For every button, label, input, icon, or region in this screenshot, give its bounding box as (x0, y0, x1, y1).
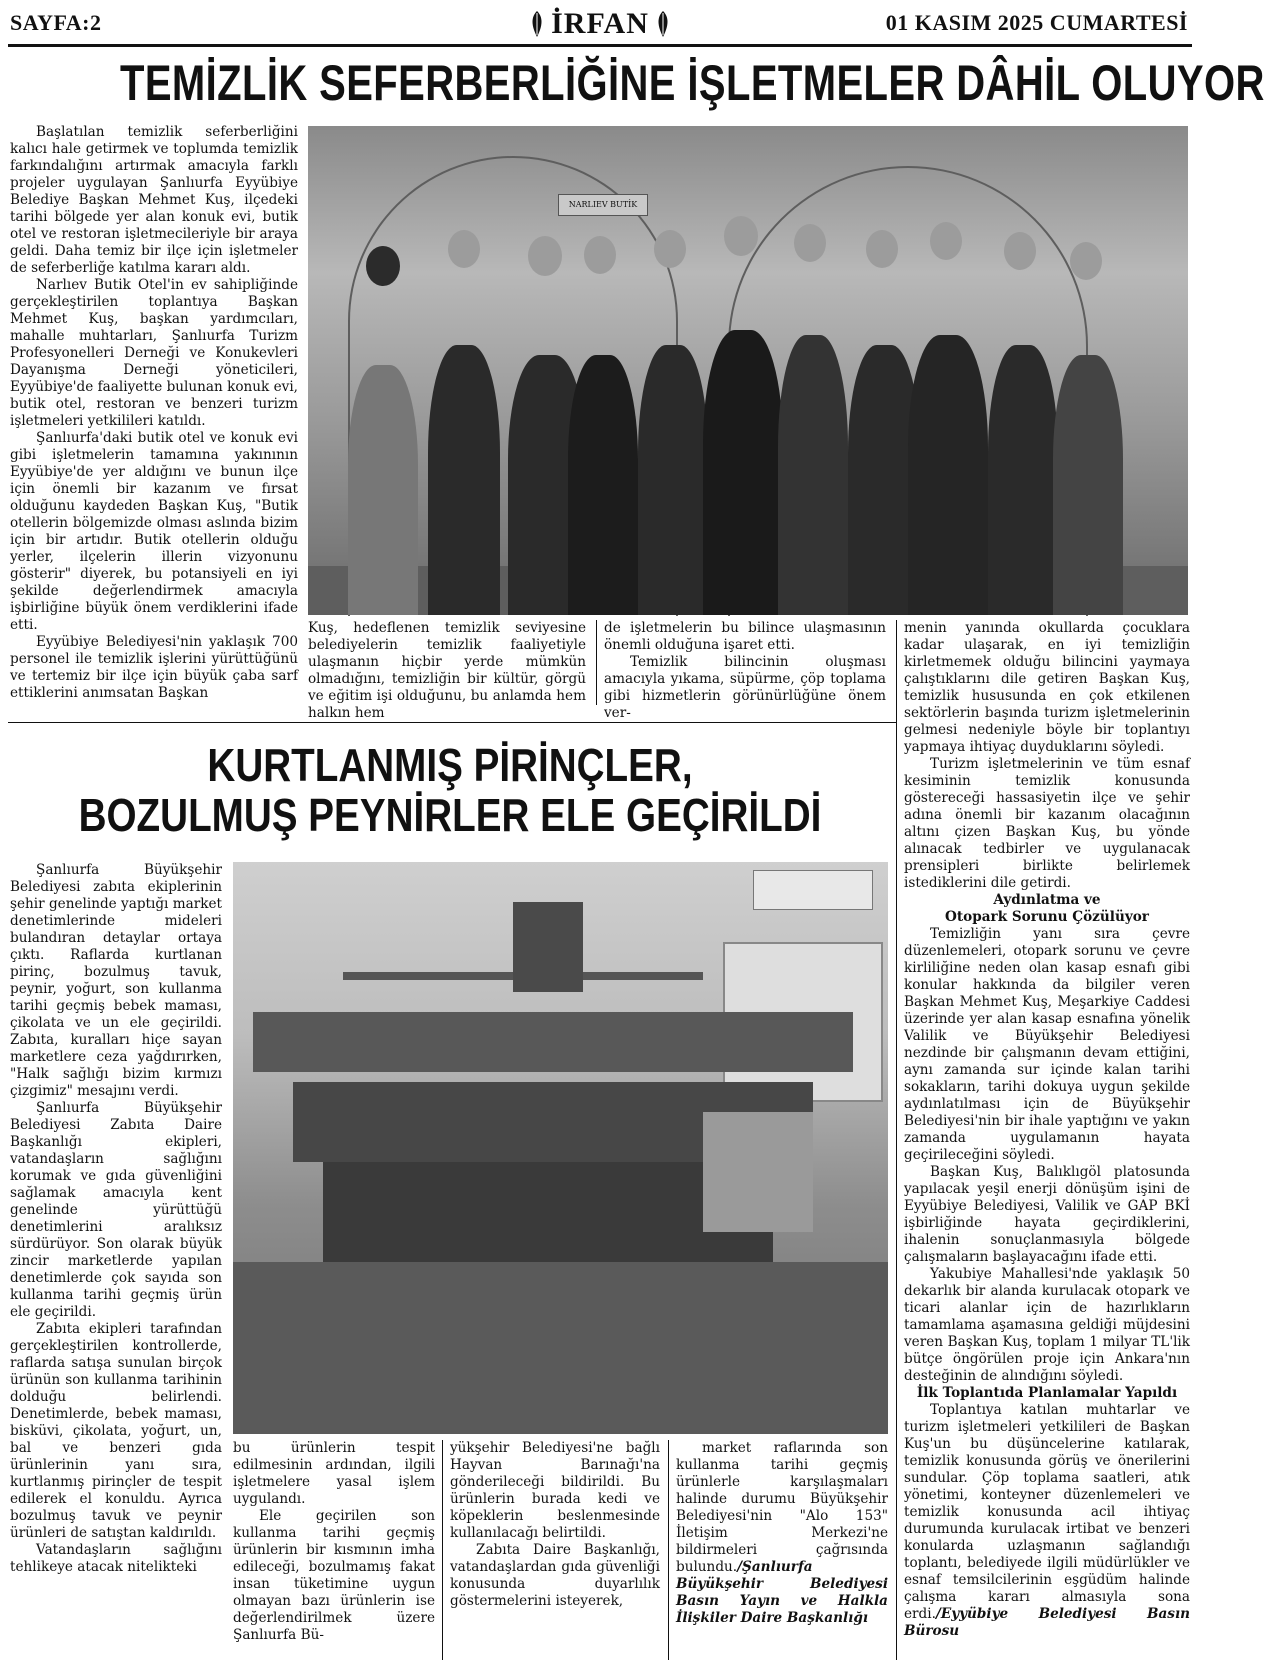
paragraph: de işletmelerin bu bilince ulaşmasının önemli olduğuna işaret etti. (604, 620, 886, 653)
paragraph: Şanlıurfa Büyükşehir Belediyesi Zabıta Daire Başkanlığı ekipleri, vatandaşların sağlığını korumak ve gıda güvenliğini sağlamak amacıyla kent genelinde yürüttüğü denetimlerini aralıksız sürdürüyor. Son olarak büyük zincir marketlerde yapılan denetimlerde çok sayıda son kullanma tarihi geçmiş ürün ele geçirildi. (10, 1100, 222, 1320)
paragraph: Vatandaşların sağlığını tehlikeye atacak nitelikteki (10, 1542, 222, 1575)
article2-headline (72, 740, 828, 840)
cabinet (703, 1112, 813, 1232)
logo-text: İRFAN (551, 7, 649, 40)
paragraph: Kuş, hedeflenen temizlik seviyesine belediyelerin temizlik faaliyetiyle ulaşmanın hiçbir yerde mümkün olmadığını, temizliğin bir kültür, görgü ve eğitim işi olduğunu, bu anlamda hem halkın hem (308, 620, 586, 721)
column-divider (442, 1440, 443, 1660)
paragraph: Yakubiye Mahallesi'nde yaklaşık 50 dekarlık bir alanda kurulacak otopark ve ticari alanlar için de hazırlıkların tamamlama aşamasına geldiği müjdesini veren Başkan Kuş, toplam 1 milyar TL'lik bütçe öngörülen proje için Ankara'nın desteğinin de alındığını söyledi. (904, 1266, 1190, 1384)
masthead-logo (480, 4, 720, 44)
paragraph: Temizlik bilincinin oluşması amacıyla yıkama, süpürme, çöp toplama gibi hizmetlerin görünürlüğüne önem ver- (604, 654, 886, 721)
article1-headline: TEMİZLİK SEFERBERLİĞİNE İŞLETMELER DÂHİL OLUYOR (120, 55, 1265, 111)
article1-column-2 (308, 620, 586, 721)
headline-line: BOZULMUŞ PEYNİRLER ELE GEÇİRİLDİ (78, 789, 822, 841)
article1-column-1 (10, 124, 298, 712)
person-head (866, 230, 898, 268)
paragraph: Zabıta Daire Başkanlığı, vatandaşlardan gıda güvenliği konusunda duyarlılık göstermelerini isteyerek, (450, 1542, 660, 1609)
paragraph: Toplantıya katılan muhtarlar ve turizm işletmeleri yetkilileri de Başkan Kuş'un bu düşüncelerine katılarak, temizlik konusunda görüş ve önerilerini sundular. Çöp toplama saatleri, atık yönetimi, konteyner düzenlemeleri ve temizlik konusunda acil ihtiyaç durumunda kurulacak irtibat ve benzeri konularda uzlaşmanın sağlandığı toplantı, belediyede ilgili müdürlükler ve esnaf temsilcilerinin eşgüdüm halinde çalışma kararı almasıyla sona erdi./Eyyübiye Belediyesi Basın Bürosu (904, 1402, 1190, 1639)
paragraph: Temizliğin yanı sıra çevre düzenlemeleri, otopark sorunu ve çevre kirliliğine neden olan kasap esnafı gibi konular hakkında da bilgiler veren Başkan Mehmet Kuş, Meşarkiye Caddesi üzerinde yer alan kasap esnafına yönelik Valilik ve Büyükşehir Belediyesi nezdinde bir çalışmanın devam ettiğini, aynı zamanda sur içinde kalan tarihi sokakların, tarihi dokuya uygun şekilde aydınlatılması için de Büyükşehir Belediyesi'nin bir ihale yaptığını ve yakın zamanda uygulamanın hayata geçirileceğini söyledi. (904, 926, 1190, 1163)
header-rule (8, 44, 1192, 47)
person-head (366, 246, 400, 286)
paragraph: Ele geçirilen son kullanma tarihi geçmiş ürünlerin bir kısmının imha edileceği, bozulmamış fakat insan tüketimine uygun olmayan bazı ürünlerin ise değerlendirilmek üzere Şanlıurfa Bü- (233, 1508, 435, 1643)
signature: /Şanlıurfa Büyükşehir Belediyesi Basın Yayın ve Halkla İlişkiler Daire Başkanlığı (676, 1559, 888, 1626)
product-row (253, 1012, 853, 1072)
person (568, 355, 638, 615)
paragraph: yükşehir Belediyesi'ne bağlı Hayvan Barınağı'na gönderileceği bildirildi. Bu ürünlerin burada kedi ve köpeklerin beslenmesinde kullanılacağı belirtildi. (450, 1440, 660, 1541)
person (348, 365, 418, 615)
photo-sign: NARLIEV BUTİK (558, 194, 648, 216)
article2-column-2 (233, 1440, 435, 1660)
article2-column-3 (450, 1440, 660, 1660)
air-conditioner (753, 870, 873, 910)
column-divider (596, 620, 597, 705)
person-head (794, 224, 826, 262)
person-head (930, 222, 962, 260)
person-head (1004, 232, 1036, 270)
person (908, 335, 988, 615)
subheading: Otopark Sorunu Çözülüyor (945, 909, 1149, 925)
ornament-icon (655, 11, 671, 37)
person (703, 330, 783, 615)
person-head (1070, 242, 1102, 280)
person-head (724, 216, 758, 256)
paragraph: Zabıta ekipleri tarafından gerçekleştirilen kontrollerde, raflarda satışa sunulan birçok ürünün son kullanma tarihinin dolduğu belirlendi. Denetimlerde, bebek maması, bisküvi, çikolata, yoğurt, un, bal ve benzeri gıda ürünlerinin yanı sıra, kurtlanmış pirinçler de tespit edilerek el konuldu. Ayrıca bozulmuş tavuk ve peynir ürünleri de satıştan kaldırıldı. (10, 1321, 222, 1541)
person (638, 345, 708, 615)
person-head (584, 236, 616, 274)
page-number: SAYFA:2 (10, 10, 102, 35)
article1-column-3 (604, 620, 886, 721)
person-head (654, 230, 686, 268)
paragraph: menin yanında okullarda çocuklara kadar ulaşarak, en iyi temizliğin kirletmemek olduğu bilincini yaymaya çalıştıklarını dile getiren Başkan Kuş, temizlik hususunda en çok etkilenen sektörlerin başında turizm işletmelerinin gelmesi nedeniyle böyle bir toplantıyı yapmaya ihtiyaç duyduklarını söyledi. (904, 620, 1190, 755)
person-head (528, 236, 562, 276)
headline-line: KURTLANMIŞ PİRİNÇLER, (207, 739, 693, 791)
person (428, 345, 500, 615)
subheading: İlk Toplantıda Planlamalar Yapıldı (916, 1385, 1178, 1401)
article2-column-1 (10, 862, 222, 1660)
product-stack (513, 902, 583, 992)
paragraph: Şanlıurfa Büyükşehir Belediyesi zabıta ekiplerinin şehir genelinde yaptığı market denetimlerinde mideleri bulandıran detaylar ortaya çıktı. Raflarda kurtlanan pirinç, bozulmuş tavuk, peynir, yoğurt, son kullanma tarihi geçmiş bebek maması, çikolata ve un ele geçirildi. Zabıta, kuralları hiçe sayan marketlere ceza yağdırırken, "Halk sağlığı bizim kırmızı çizgimiz" mesajını verdi. (10, 862, 222, 1099)
article2-column-4 (676, 1440, 888, 1660)
paragraph: bu ürünlerin tespit edilmesinin ardından, ilgili işletmelere yasal işlem uygulandı. (233, 1440, 435, 1507)
ornament-icon (529, 11, 545, 37)
person (1053, 355, 1123, 615)
column-divider (896, 620, 897, 1660)
column-divider (668, 1440, 669, 1660)
article1-group-photo (308, 126, 1188, 615)
paragraph: Başkan Kuş, Balıklıgöl platosunda yapılacak yeşil enerji dönüşüm işini de Eyyübiye Belediyesi, Valilik ve GAP BKİ işbirliğinde hayata geçirdiklerini, ihalenin sonuçlanmasıyla bölgede çalışmaların başlayacağını ifade etti. (904, 1164, 1190, 1265)
paragraph: Şanlıurfa'daki butik otel ve konuk evi gibi işletmelerin tamamına yakınının Eyyübiye'de yer aldığını ve bunun ilçe için önemli bir kazanım ve fırsat olduğunu kaydeden Başkan Kuş, "Butik otellerin bölgemizde olması aslında bizim için bir artıdır. Butik otellerin olduğu yerler, ilçelerin illerin vizyonunu gösterir" diyerek, bu potansiyeli en iyi şekilde değerlendirmek amacıyla işbirliğine büyük önem verdiklerini ifade etti. (10, 430, 298, 633)
signature: /Eyyübiye Belediyesi Basın Bürosu (904, 1606, 1190, 1639)
article2-confiscated-goods-photo (233, 862, 888, 1434)
paragraph: Narlıev Butik Otel'in ev sahipliğinde gerçekleştirilen toplantıya Başkan Mehmet Kuş, başkan yardımcıları, mahalle muhtarları, Şanlıurfa Turizm Profesyonelleri Derneği ve Konukevleri Dayanışma Derneği yöneticileri, Eyyübiye'de faaliyette bulunan konuk evi, butik otel, restoran ve benzeri turizm işletmeleri yetkilileri katıldı. (10, 277, 298, 429)
person (778, 335, 848, 615)
issue-date: 01 KASIM 2025 CUMARTESİ (885, 10, 1188, 35)
subheading: Aydınlatma ve (993, 892, 1101, 908)
article1-column-4 (904, 620, 1190, 1660)
paragraph: Turizm işletmelerinin ve tüm esnaf kesiminin temizlik konusunda göstereceği hassasiyetin ilçe ve şehir adına önemli bir kazanım olacağının altını çizen Başkan Kuş, bu yönde alınacak tedbirler ve uygulanacak prensipleri birlikte belirlemek istediklerini dile getirdi. (904, 756, 1190, 891)
article-divider (8, 722, 896, 723)
floor-goods (233, 1262, 888, 1434)
paragraph: market raflarında son kullanma tarihi geçmiş ürünlerle karşılaşmaları halinde durumu Büyükşehir Belediyesi'nin "Alo 153" İletişim Merkezi'ne bildirmeleri çağrısında bulundu./Şanlıurfa Büyükşehir Belediyesi Basın Yayın ve Halkla İlişkiler Daire Başkanlığı (676, 1440, 888, 1626)
paragraph: Eyyübiye Belediyesi'nin yaklaşık 700 personel ile temizlik işlerini yürüttüğünü ve tertemiz bir ilçe için büyük çaba sarf ettiklerini anımsatan Başkan (10, 634, 298, 701)
paragraph: Başlatılan temizlik seferberliğini kalıcı hale getirmek ve toplumda temizlik farkındalığını artırmak amacıyla farklı projeler uygulayan Şanlıurfa Eyyübiye Belediye Başkan Mehmet Kuş, ilçedeki tarihi bölgede yer alan konuk evi, butik otel ve restoran işletmecileriyle bir araya geldi. Daha temiz bir ilçe için işletmeler de seferberliğe katılma kararı aldı. (10, 124, 298, 276)
person-head (448, 230, 480, 268)
person (988, 345, 1058, 615)
